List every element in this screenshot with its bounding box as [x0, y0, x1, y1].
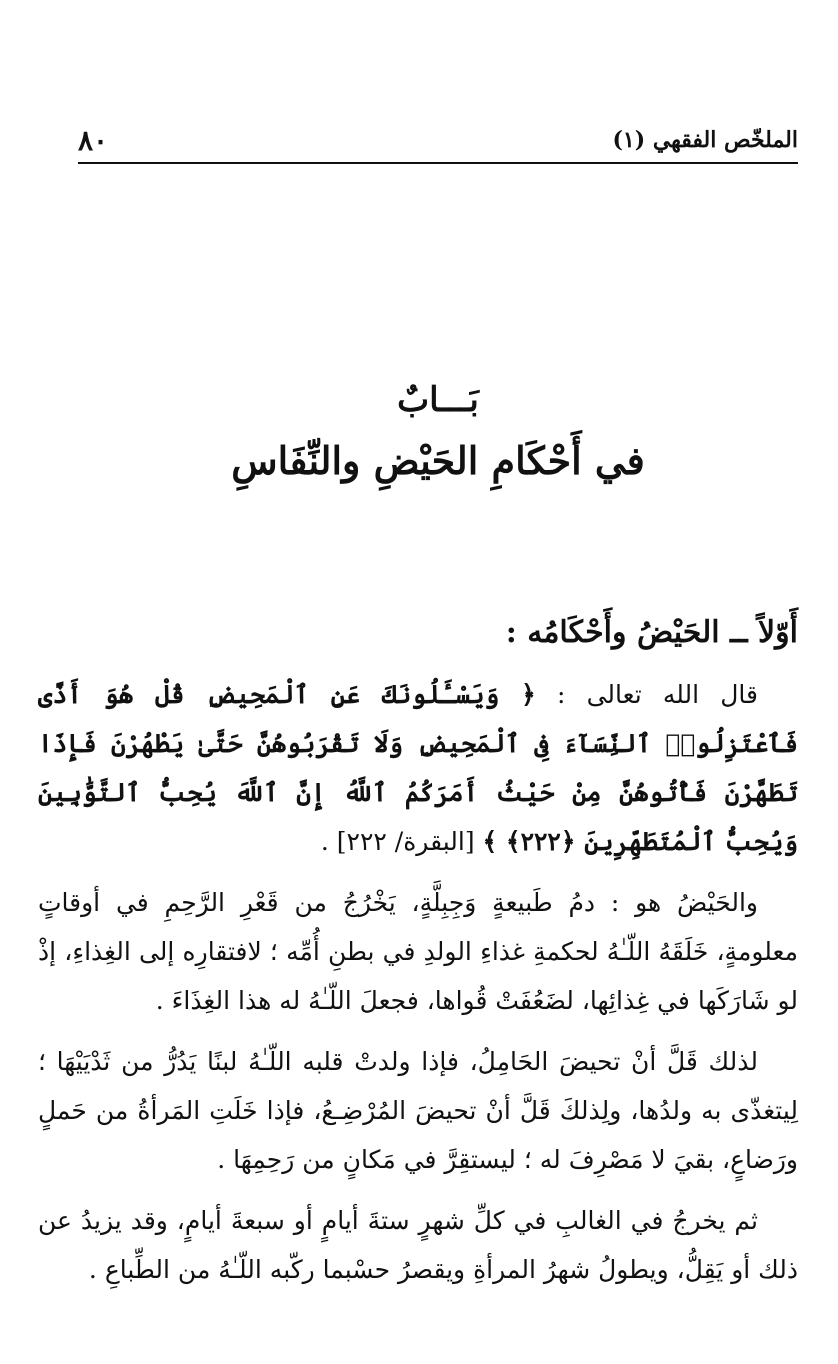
- quran-verse: ﴿ وَيَسْـَٔلُونَكَ عَنِ ٱلْمَحِيضِ قُلْ هُوَ أَذًى فَٱعْتَزِلُوا۟ ٱلنِّسَآءَ فِى ٱلْمَحِيضِ وَلَا تَقْرَبُوهُنَّ حَتَّىٰ يَطْهُرْنَ فَإِذَا تَطَهَّرْنَ فَأْتُوهُنَّ مِنْ حَيْثُ أَمَرَكُمُ ٱللَّهُ إِنَّ ٱللَّهَ يُحِبُّ ٱلتَّوَّٰبِينَ وَيُحِبُّ ٱلْمُتَطَهِّرِينَ ﴿٢٢٢﴾ ﴾: [38, 680, 798, 856]
- running-title: الملخّص الفقهي (١): [612, 127, 798, 153]
- section-heading: أَوّلاً ــ الحَيْضُ وأَحْكَامُه :: [505, 615, 798, 650]
- chapter-title: في أَحْكَامِ الحَيْضِ والنِّفَاسِ: [231, 438, 645, 483]
- quran-intro: قال الله تعالى :: [535, 680, 758, 709]
- page-number: ٨٠: [78, 123, 109, 157]
- chapter-label: بَـــابٌ: [397, 380, 479, 420]
- paragraph-definition: والحَيْضُ هو : دمُ طَبيعةٍ وَجِبِلَّةٍ، يَخْرُجُ من قَعْرِ الرَّحِمِ في أوقاتٍ معلومةٍ، خَلَقَهُ اللّـٰهُ لحكمةِ غذاءِ الولدِ في بطنِ أُمِّه ؛ لافتقارِه إلى الغِذاءِ، إذْ لو شَارَكَها في غِذائِها، لضَعُفَتْ قُواها، فجعلَ اللّـٰهُ له هذا الغِذَاءَ .: [38, 888, 798, 1015]
- body-text: [38, 670, 798, 1306]
- quran-reference: [البقرة/ ٢٢٢] .: [320, 827, 483, 856]
- page-header: [78, 118, 798, 164]
- paragraph-quran: [38, 670, 798, 866]
- paragraph-duration: ثم يخرجُ في الغالبِ في كلِّ شهرٍ ستةَ أيامٍ أو سبعةَ أيامٍ، وقد يزيدُ عن ذلك أو يَقِلُّ، ويطولُ شهرُ المرأةِ ويقصرُ حسْبما ركّبه اللّـٰهُ من الطِّباعِ .: [38, 1206, 798, 1284]
- paragraph-pregnancy: لذلك قَلَّ أنْ تحيضَ الحَامِلُ، فإذا ولدتْ قلبه اللّـٰهُ لبنًا يَدُرُّ من ثَدْيَيْهَا ؛ لِيتغذّى به ولدُها، ولِذلكَ قَلَّ أنْ تحيضَ المُرْضِـعُ، فإذا خَلَتِ المَرأةُ من حَملٍ ورَضاعٍ، بقيَ لا مَصْرِفَ له ؛ ليستقِرَّ في مَكانٍ من رَحِمِهَا .: [38, 1047, 798, 1174]
- chapter-heading: [78, 380, 798, 483]
